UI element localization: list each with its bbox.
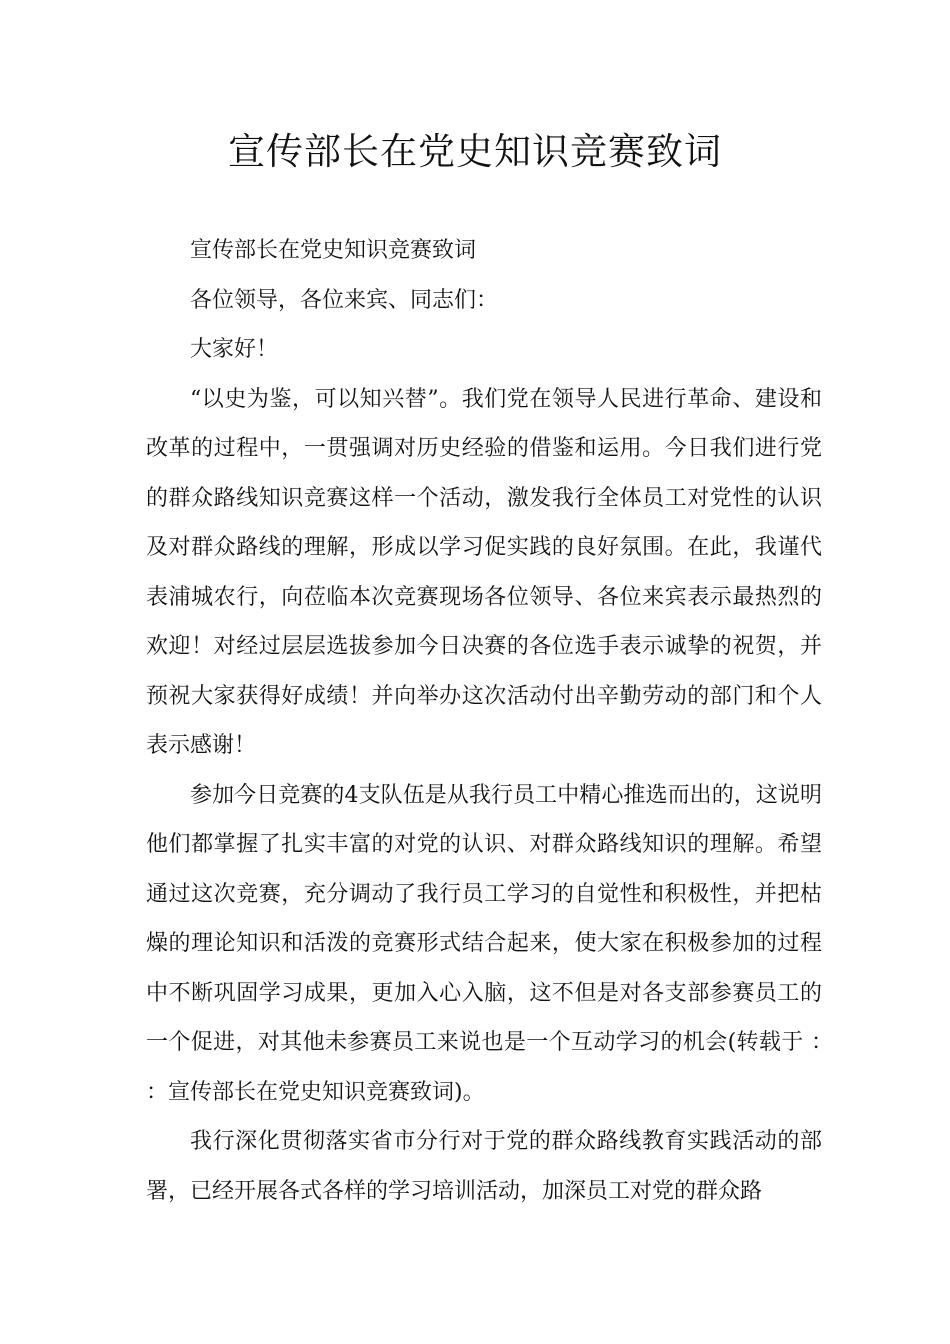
paragraph-heading-repeat: 宣传部长在党史知识竞赛致词 xyxy=(190,238,477,263)
document-body xyxy=(146,226,851,1216)
paragraph-body-3: 我行深化贯彻落实省市分行对于党的群众路线教育实践活动的部署，已经开展各式各样的学习培训活动，加深员工对党的群众路 xyxy=(146,1129,822,1204)
paragraph-salutation: 各位领导，各位来宾、同志们： xyxy=(190,287,499,313)
paragraph-greeting: 大家好！ xyxy=(190,337,279,362)
document-title: 宣传部长在党史知识竞赛致词 xyxy=(228,130,722,173)
paragraph-body-2: 参加今日竞赛的4支队伍是从我行员工中精心推选而出的，这说明他们都掌握了扎实丰富的对党的认识、对群众路线知识的理解。希望通过这次竞赛，充分调动了我行员工学习的自觉性和积极性，并把枯燥的理论知识和活泼的竞赛形式结合起来，使大家在积极参加的过程中不断巩固学习成果，更加入心入脑，这不但是对各支部参赛员工的一个促进，对其他未参赛员工来说也是一个互动学习的机会(转载于 ： ：宣传部长在党史知识竞赛致词)。 xyxy=(146,782,851,1105)
paragraph-body-1: “以史为鉴，可以知兴替”。我们党在领导人民进行革命、建设和改革的过程中，一贯强调对历史经验的借鉴和运用。今日我们进行党的群众路线知识竞赛这样一个活动，激发我行全体员工对党性的认识及对群众路线的理解，形成以学习促实践的良好氛围。在此，我谨代表浦城农行，向莅临本次竞赛现场各位领导、各位来宾表示最热烈的欢迎！对经过层层选拔参加今日决赛的各位选手表示诚挚的祝贺，并预祝大家获得好成绩！并向举办这次活动付出辛勤劳动的部门和个人表示感谢！ xyxy=(146,386,822,758)
